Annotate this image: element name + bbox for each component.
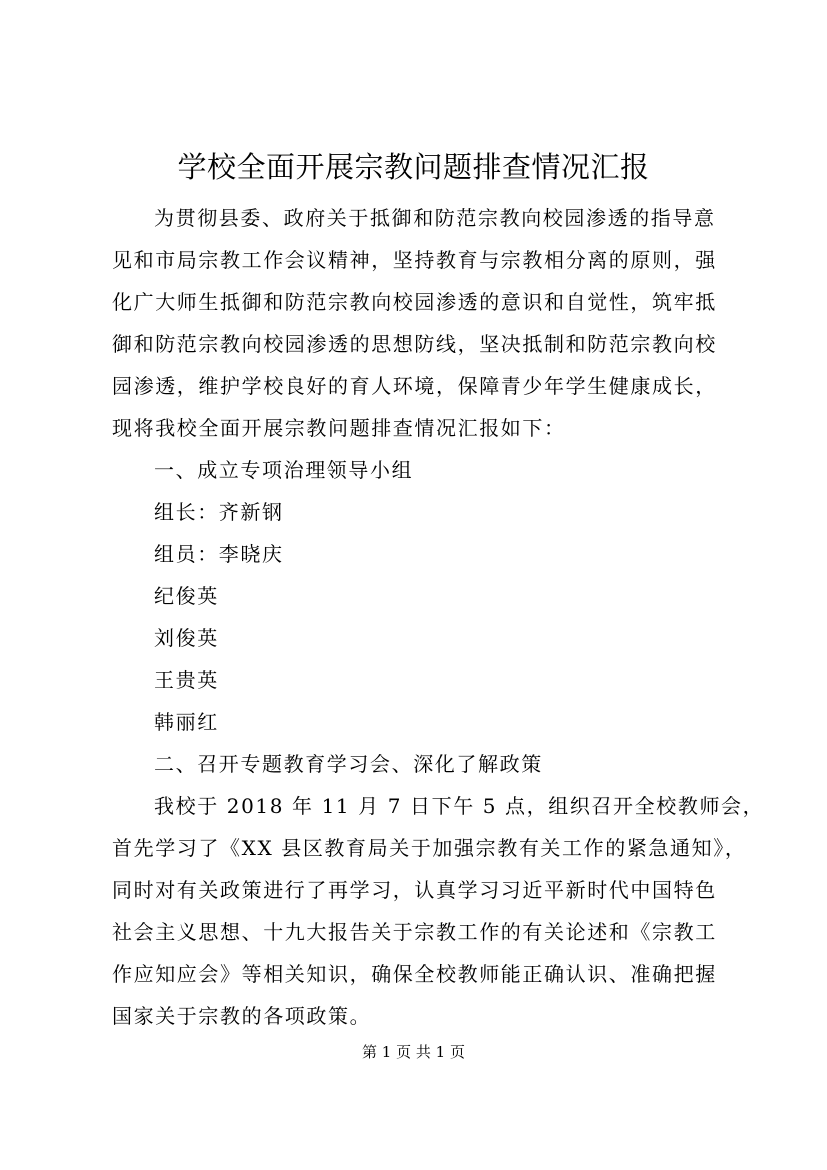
paragraph-line: 见和市局宗教工作会议精神，坚持教育与宗教相分离的原则，强 (112, 248, 717, 272)
group-member: 王贵英 (154, 668, 219, 692)
paragraph-line: 现将我校全面开展宗教问题排查情况汇报如下： (112, 416, 566, 440)
paragraph-line: 首先学习了《XX 县区教育局关于加强宗教有关工作的紧急通知》， (112, 836, 747, 860)
paragraph-line: 化广大师生抵御和防范宗教向校园渗透的意识和自觉性，筑牢抵 (112, 290, 717, 314)
paragraph-line: 作应知应会》等相关知识，确保全校教师能正确认识、准确把握 (112, 962, 717, 986)
paragraph-line: 园渗透，维护学校良好的育人环境，保障青少年学生健康成长， (112, 374, 717, 398)
group-member: 纪俊英 (154, 584, 219, 608)
paragraph-line: 社会主义思想、十九大报告关于宗教工作的有关论述和《宗教工 (112, 920, 717, 944)
group-member: 刘俊英 (154, 626, 219, 650)
section-heading: 二、召开专题教育学习会、深化了解政策 (154, 752, 543, 776)
group-member: 组员：李晓庆 (154, 542, 284, 566)
section-heading: 一、成立专项治理领导小组 (154, 458, 414, 482)
group-leader: 组长：齐新钢 (154, 500, 284, 524)
document-body (112, 197, 765, 1037)
paragraph-line: 同时对有关政策进行了再学习，认真学习习近平新时代中国特色 (112, 878, 717, 902)
group-member: 韩丽红 (154, 710, 219, 734)
page-number: 第 1 页 共 1 页 (362, 1043, 465, 1061)
document-title: 学校全面开展宗教问题排查情况汇报 (177, 150, 650, 184)
page-footer (0, 1040, 827, 1064)
paragraph-line: 我校于 2018 年 11 月 7 日下午 5 点，组织召开全校教师会， (154, 794, 765, 818)
paragraph-line: 国家关于宗教的各项政策。 (112, 1004, 372, 1028)
paragraph-line: 御和防范宗教向校园渗透的思想防线，坚决抵制和防范宗教向校 (112, 332, 717, 356)
paragraph-line: 为贯彻县委、政府关于抵御和防范宗教向校园渗透的指导意 (154, 206, 716, 230)
